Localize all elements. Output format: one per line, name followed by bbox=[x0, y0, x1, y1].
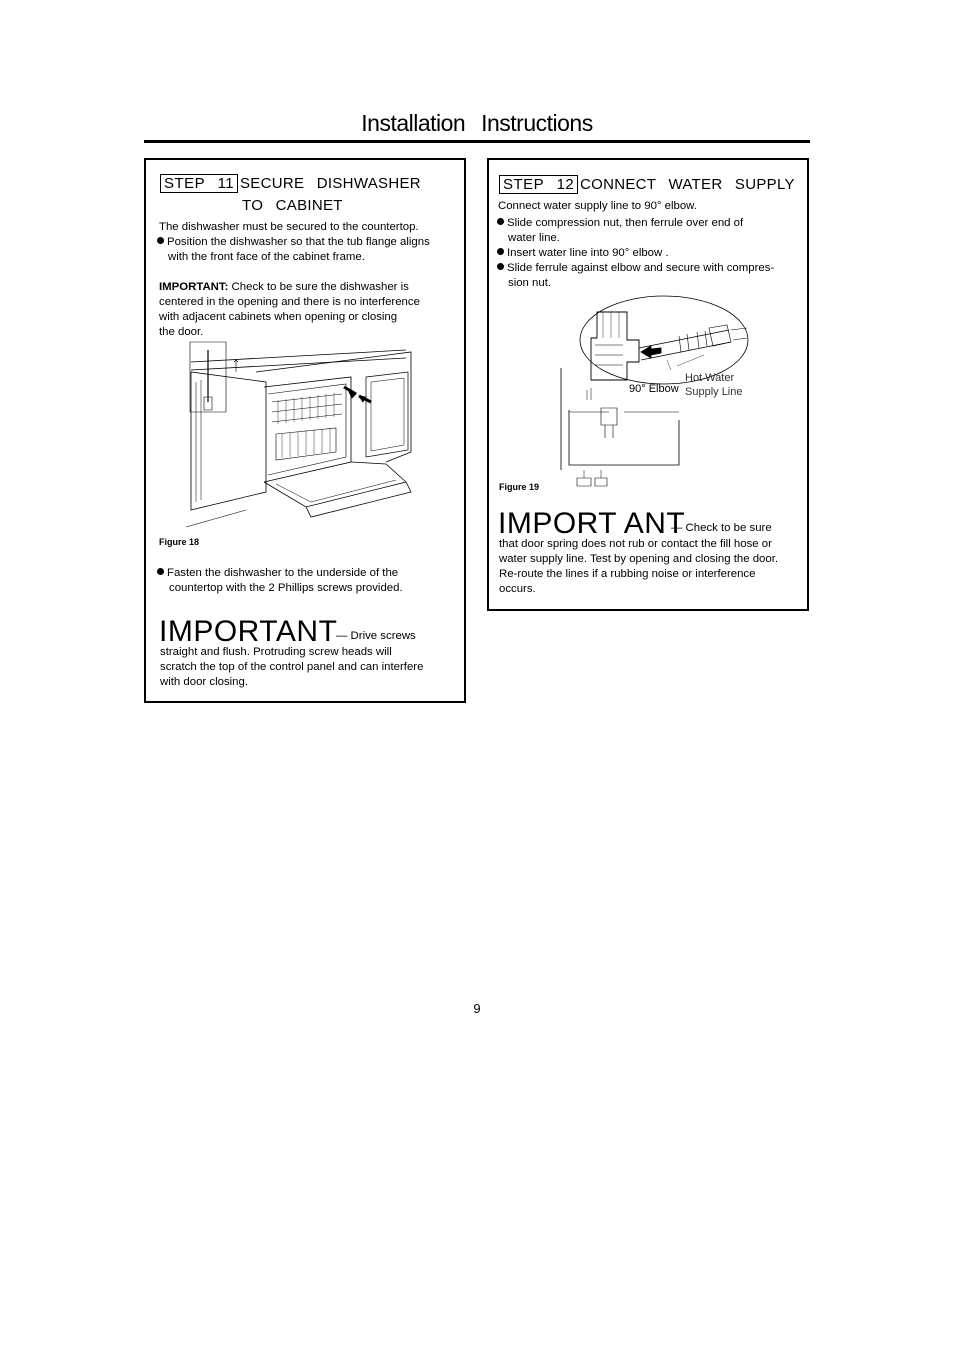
step-11-important-body-line2: scratch the top of the control panel and can interfere bbox=[160, 661, 424, 673]
bullet-icon bbox=[157, 568, 164, 575]
bullet-icon bbox=[497, 218, 504, 225]
hot-water-label-line2: Supply Line bbox=[685, 386, 743, 398]
step-12-label: STEP 12 bbox=[499, 175, 578, 194]
step-12-important-body-line1: that door spring does not rub or contact the fill hose or bbox=[499, 538, 772, 550]
step-11-intro: The dishwasher must be secured to the countertop. bbox=[159, 221, 419, 233]
step-11-important-heading: IMPORTANT bbox=[159, 615, 338, 648]
step-12-intro: Connect water supply line to 90° elbow. bbox=[498, 200, 697, 212]
step-11-important-body-line1: straight and flush. Protruding screw heads will bbox=[160, 646, 392, 658]
step-11-important-line3: with adjacent cabinets when opening or closing bbox=[159, 311, 398, 323]
step-11-bullet1: Position the dishwasher so that the tub flange aligns bbox=[157, 235, 430, 250]
page-title: Installation Instructions bbox=[361, 110, 593, 136]
step-11-bullet2-cont: countertop with the 2 Phillips screws provided. bbox=[169, 582, 403, 594]
step-12-bullet3: Slide ferrule against elbow and secure with compres- bbox=[497, 261, 774, 276]
step-12-title: CONNECT WATER SUPPLY bbox=[580, 176, 795, 193]
bullet-icon bbox=[497, 248, 504, 255]
step-11-important-note: IMPORTANT: Check to be sure the dishwasher is bbox=[159, 281, 409, 293]
title-rule bbox=[144, 140, 810, 143]
elbow-callout-label: 90° Elbow bbox=[629, 383, 679, 395]
figure-18-illustration bbox=[186, 342, 416, 532]
step-12-important-body-line4: occurs. bbox=[499, 583, 536, 595]
step-11-important-body-line3: with door closing. bbox=[160, 676, 249, 688]
step-12-bullet3-cont: sion nut. bbox=[508, 277, 552, 289]
step-12-panel bbox=[487, 158, 809, 611]
figure-19-label: Figure 19 bbox=[499, 482, 540, 492]
bullet-icon bbox=[497, 263, 504, 270]
step-12-bullet1: Slide compression nut, then ferrule over end of bbox=[497, 216, 743, 231]
bullet-icon bbox=[157, 237, 164, 244]
hot-water-label-line1: Hot Water bbox=[685, 372, 735, 384]
step-11-panel bbox=[144, 158, 466, 703]
step-12-important-body-line3: Re-route the lines if a rubbing noise or interference bbox=[499, 568, 756, 580]
page-number: 9 bbox=[473, 1001, 481, 1016]
step-11-bullet1-cont: with the front face of the cabinet frame. bbox=[168, 251, 365, 263]
step-12-bullet1-cont: water line. bbox=[508, 232, 560, 244]
step-11-bullet2: Fasten the dishwasher to the underside of the bbox=[157, 566, 398, 581]
figure-18-label: Figure 18 bbox=[159, 537, 200, 547]
step-12-bullet2: Insert water line into 90° elbow . bbox=[497, 246, 669, 261]
step-11-title-line1: SECURE DISHWASHER bbox=[240, 175, 421, 192]
step-12-important-dash: — Check to be sure bbox=[671, 522, 772, 534]
step-11-important-dash: — Drive screws bbox=[336, 630, 416, 642]
step-11-title-line2: TO CABINET bbox=[242, 197, 343, 214]
step-11-important-line2: centered in the opening and there is no interference bbox=[159, 296, 420, 308]
step-11-label: STEP 11 bbox=[160, 174, 238, 193]
step-12-important-body-line2: water supply line. Test by opening and closing the door. bbox=[499, 553, 779, 565]
step-12-important-heading: IMPORT ANT bbox=[498, 507, 686, 540]
step-11-important-line4: the door. bbox=[159, 326, 204, 338]
